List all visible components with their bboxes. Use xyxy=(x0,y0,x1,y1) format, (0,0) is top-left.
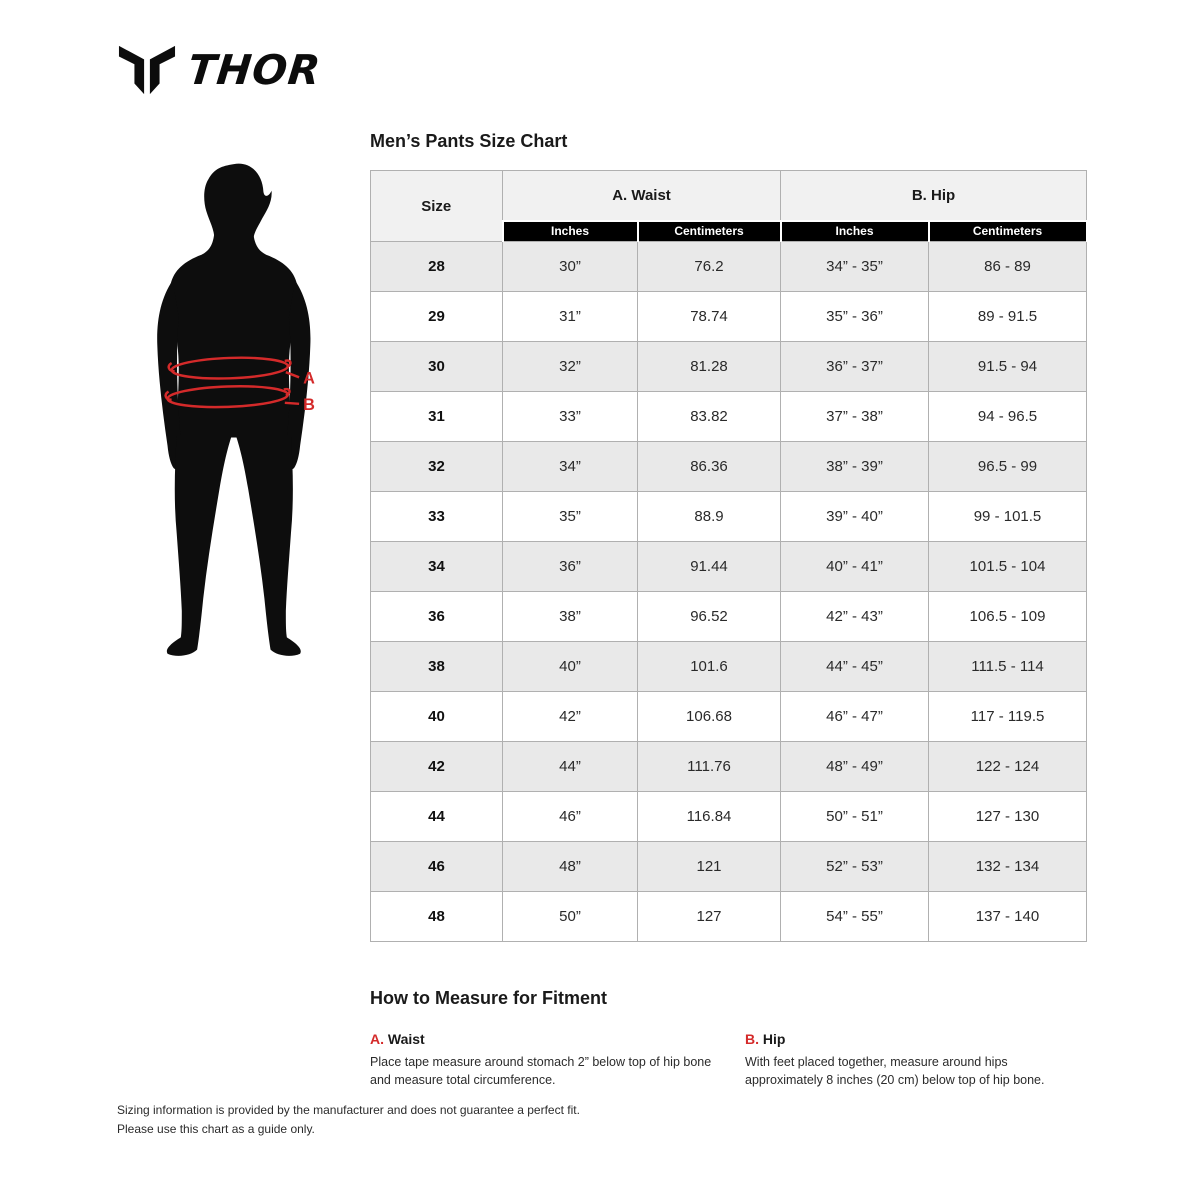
subheader-waist-inches: Inches xyxy=(503,221,638,242)
hip-centimeters-cell: 106.5 - 109 xyxy=(929,592,1087,642)
size-table-container xyxy=(370,170,1086,942)
subheader-hip-centimeters: Centimeters xyxy=(929,221,1087,242)
waist-instruction xyxy=(370,1031,715,1089)
waist-instruction-name: Waist xyxy=(387,1031,425,1047)
hip-inches-cell: 46” - 47” xyxy=(781,692,929,742)
size-cell: 31 xyxy=(371,392,503,442)
size-cell: 34 xyxy=(371,542,503,592)
waist-inches-cell: 32” xyxy=(503,342,638,392)
waist-inches-cell: 30” xyxy=(503,242,638,292)
hip-inches-cell: 48” - 49” xyxy=(781,742,929,792)
waist-inches-cell: 48” xyxy=(503,842,638,892)
hip-inches-cell: 50” - 51” xyxy=(781,792,929,842)
waist-centimeters-cell: 96.52 xyxy=(638,592,781,642)
table-row xyxy=(371,342,1087,392)
waist-inches-cell: 36” xyxy=(503,542,638,592)
hip-centimeters-cell: 132 - 134 xyxy=(929,842,1087,892)
size-table-body xyxy=(371,242,1087,942)
table-row xyxy=(371,542,1087,592)
waist-centimeters-cell: 83.82 xyxy=(638,392,781,442)
thor-claw-icon xyxy=(118,44,176,96)
waist-centimeters-cell: 106.68 xyxy=(638,692,781,742)
hip-centimeters-cell: 96.5 - 99 xyxy=(929,442,1087,492)
size-cell: 32 xyxy=(371,442,503,492)
waist-inches-cell: 46” xyxy=(503,792,638,842)
hip-instruction-text: With feet placed together, measure around hips approximately 8 inches (20 cm) below top of hip bone. xyxy=(745,1055,1045,1088)
size-cell: 46 xyxy=(371,842,503,892)
hip-centimeters-cell: 94 - 96.5 xyxy=(929,392,1087,442)
waist-centimeters-cell: 116.84 xyxy=(638,792,781,842)
size-cell: 42 xyxy=(371,742,503,792)
waist-inches-cell: 42” xyxy=(503,692,638,742)
waist-label-a: A xyxy=(303,369,315,388)
waist-centimeters-cell: 101.6 xyxy=(638,642,781,692)
waist-centimeters-cell: 91.44 xyxy=(638,542,781,592)
hip-instruction-key: B. xyxy=(745,1031,759,1047)
size-cell: 48 xyxy=(371,892,503,942)
waist-inches-cell: 50” xyxy=(503,892,638,942)
waist-centimeters-cell: 81.28 xyxy=(638,342,781,392)
size-cell: 29 xyxy=(371,292,503,342)
hip-centimeters-cell: 91.5 - 94 xyxy=(929,342,1087,392)
table-row xyxy=(371,292,1087,342)
size-cell: 40 xyxy=(371,692,503,742)
table-row xyxy=(371,742,1087,792)
hip-label-b: B xyxy=(303,395,315,414)
waist-centimeters-cell: 111.76 xyxy=(638,742,781,792)
waist-centimeters-cell: 86.36 xyxy=(638,442,781,492)
waist-inches-cell: 40” xyxy=(503,642,638,692)
subheader-hip-inches: Inches xyxy=(781,221,929,242)
hip-centimeters-cell: 117 - 119.5 xyxy=(929,692,1087,742)
table-row xyxy=(371,642,1087,692)
hip-instruction xyxy=(745,1031,1085,1089)
how-to-measure-title: How to Measure for Fitment xyxy=(370,988,608,1008)
hip-inches-cell: 36” - 37” xyxy=(781,342,929,392)
hip-inches-cell: 42” - 43” xyxy=(781,592,929,642)
hip-centimeters-cell: 99 - 101.5 xyxy=(929,492,1087,542)
page-title: Men’s Pants Size Chart xyxy=(370,131,568,151)
waist-inches-cell: 38” xyxy=(503,592,638,642)
hip-inches-cell: 54” - 55” xyxy=(781,892,929,942)
body-silhouette-figure xyxy=(148,158,338,668)
column-header-waist: A. Waist xyxy=(503,171,781,221)
waist-inches-cell: 31” xyxy=(503,292,638,342)
waist-centimeters-cell: 88.9 xyxy=(638,492,781,542)
hip-inches-cell: 52” - 53” xyxy=(781,842,929,892)
hip-centimeters-cell: 86 - 89 xyxy=(929,242,1087,292)
hip-centimeters-cell: 111.5 - 114 xyxy=(929,642,1087,692)
brand-logo xyxy=(118,44,324,96)
hip-inches-cell: 38” - 39” xyxy=(781,442,929,492)
hip-inches-cell: 39” - 40” xyxy=(781,492,929,542)
table-row xyxy=(371,392,1087,442)
hip-centimeters-cell: 127 - 130 xyxy=(929,792,1087,842)
column-header-size: Size xyxy=(371,171,503,242)
table-row xyxy=(371,842,1087,892)
disclaimer-line-2: Please use this chart as a guide only. xyxy=(117,1121,315,1136)
table-row xyxy=(371,492,1087,542)
disclaimer-line-1: Sizing information is provided by the manufacturer and does not guarantee a perfect fit. xyxy=(117,1103,580,1117)
hip-centimeters-cell: 89 - 91.5 xyxy=(929,292,1087,342)
hip-inches-cell: 37” - 38” xyxy=(781,392,929,442)
table-row xyxy=(371,592,1087,642)
size-cell: 36 xyxy=(371,592,503,642)
waist-centimeters-cell: 76.2 xyxy=(638,242,781,292)
male-silhouette-icon xyxy=(148,158,338,668)
waist-inches-cell: 44” xyxy=(503,742,638,792)
hip-inches-cell: 34” - 35” xyxy=(781,242,929,292)
table-row xyxy=(371,442,1087,492)
waist-instruction-text: Place tape measure around stomach 2” below top of hip bone and measure total circumference. xyxy=(370,1055,712,1088)
size-cell: 44 xyxy=(371,792,503,842)
waist-centimeters-cell: 127 xyxy=(638,892,781,942)
waist-instruction-key: A. xyxy=(370,1031,384,1047)
subheader-waist-centimeters: Centimeters xyxy=(638,221,781,242)
waist-centimeters-cell: 78.74 xyxy=(638,292,781,342)
brand-name: THOR xyxy=(185,45,324,94)
hip-instruction-name: Hip xyxy=(762,1031,786,1047)
waist-inches-cell: 34” xyxy=(503,442,638,492)
table-row xyxy=(371,792,1087,842)
column-header-hip: B. Hip xyxy=(781,171,1087,221)
size-table xyxy=(370,170,1088,942)
size-cell: 28 xyxy=(371,242,503,292)
waist-inches-cell: 35” xyxy=(503,492,638,542)
waist-inches-cell: 33” xyxy=(503,392,638,442)
hip-inches-cell: 35” - 36” xyxy=(781,292,929,342)
hip-inches-cell: 40” - 41” xyxy=(781,542,929,592)
size-cell: 33 xyxy=(371,492,503,542)
hip-inches-cell: 44” - 45” xyxy=(781,642,929,692)
table-row xyxy=(371,242,1087,292)
size-cell: 30 xyxy=(371,342,503,392)
hip-centimeters-cell: 137 - 140 xyxy=(929,892,1087,942)
waist-centimeters-cell: 121 xyxy=(638,842,781,892)
hip-centimeters-cell: 122 - 124 xyxy=(929,742,1087,792)
hip-centimeters-cell: 101.5 - 104 xyxy=(929,542,1087,592)
table-row xyxy=(371,692,1087,742)
size-cell: 38 xyxy=(371,642,503,692)
disclaimer xyxy=(117,1101,580,1138)
table-row xyxy=(371,892,1087,942)
